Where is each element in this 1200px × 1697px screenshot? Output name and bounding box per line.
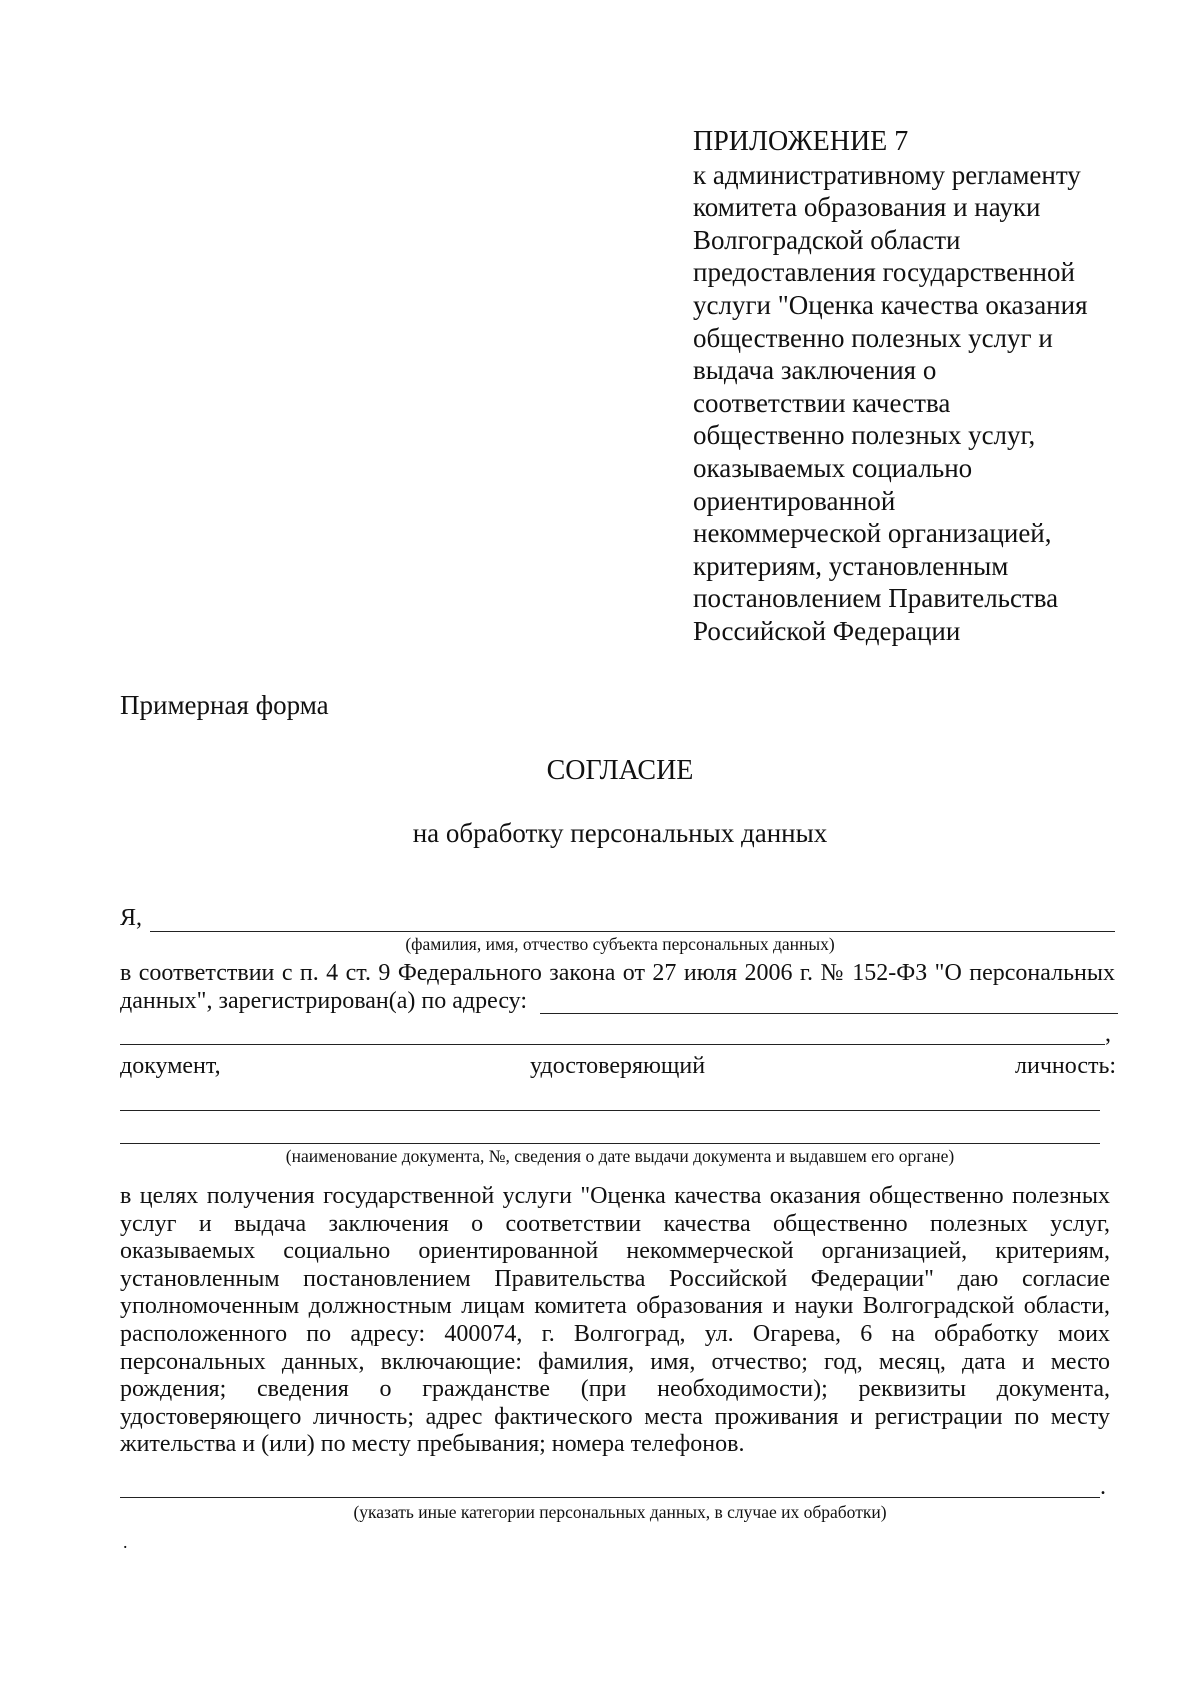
i-label: Я, (120, 905, 143, 931)
consent-line: услуг и выдача заключения о соответствии качества общественно полезных услуг, (120, 1210, 1110, 1237)
other-categories-field-line[interactable] (120, 1497, 1100, 1498)
appendix-line: критериям, установленным (693, 550, 1009, 581)
appendix-line: общественно полезных услуг, (693, 420, 1036, 451)
law-line-2: данных", зарегистрирован(а) по адресу: (120, 988, 528, 1014)
consent-line: жительства и (или) по месту пребывания; номера телефонов. (120, 1431, 745, 1458)
appendix-line: комитета образования и науки (693, 192, 1041, 223)
document-subtitle: на обработку персональных данных (412, 818, 828, 848)
consent-line: персональных данных, включающие: фамилия, имя, отчество; год, месяц, дата и место (120, 1348, 1110, 1375)
consent-paragraph (120, 1183, 1110, 1459)
name-field-line[interactable] (150, 931, 1115, 932)
appendix-line: предоставления государственной (693, 257, 1075, 288)
appendix-line: ориентированной (693, 485, 896, 516)
law-line-1: в соответствии с п. 4 ст. 9 Федерального закона от 27 июля 2006 г. № 152-ФЗ "О персональных (120, 960, 1115, 986)
appendix-line: к административному регламенту (693, 159, 1081, 190)
name-caption: (фамилия, имя, отчество субъекта персональных данных) (405, 934, 835, 954)
appendix-line: некоммерческой организацией, (693, 518, 1052, 549)
appendix-line: общественно полезных услуг и (693, 322, 1053, 353)
appendix-line: Российской Федерации (693, 615, 961, 646)
doc-caption: (наименование документа, №, сведения о дате выдачи документа и выдавшем его органе) (285, 1146, 955, 1166)
consent-line: уполномоченным должностным лицам комитета образования и науки Волгоградской области, (120, 1293, 1110, 1320)
appendix-line: Волгоградской области (693, 224, 961, 255)
address-field-line-2[interactable] (120, 1044, 1105, 1045)
doc-word-identity: личность: (1015, 1053, 1117, 1079)
appendix-line: соответствии качества (693, 387, 951, 418)
appendix-line: выдача заключения о (693, 355, 937, 386)
other-period: . (1100, 1474, 1106, 1500)
doc-field-line-2[interactable] (120, 1143, 1100, 1144)
consent-line: рождения; сведения о гражданстве (при необходимости); реквизиты документа, (120, 1376, 1110, 1403)
appendix-line: услуги "Оценка качества оказания (693, 289, 1088, 320)
form-label: Примерная форма (120, 690, 329, 720)
appendix-title: ПРИЛОЖЕНИЕ 7 (693, 126, 909, 157)
address-field-line[interactable] (540, 1013, 1118, 1014)
other-caption: (указать иные категории персональных данных, в случае их обработки) (353, 1502, 887, 1522)
doc-word-certifying: удостоверяющий (530, 1053, 706, 1079)
doc-word-document: документ, (120, 1053, 221, 1079)
doc-field-line-1[interactable] (120, 1110, 1100, 1111)
appendix-line: постановлением Правительства (693, 583, 1059, 614)
consent-line: оказываемых социально ориентированной некоммерческой организацией, критериям, (120, 1238, 1110, 1265)
document-title: СОГЛАСИЕ (546, 755, 694, 786)
consent-line: установленным постановлением Правительства Российской Федерации" даю согласие (120, 1265, 1110, 1292)
appendix-line: оказываемых социально (693, 452, 973, 483)
appendix-block (693, 126, 1153, 648)
consent-line: в целях получения государственной услуги "Оценка качества оказания общественно полезных (120, 1183, 1110, 1209)
consent-line: удостоверяющего личность; адрес фактического места проживания и регистрации по месту (120, 1403, 1110, 1430)
trailing-mark: . (123, 1532, 128, 1552)
address-comma: , (1105, 1021, 1111, 1047)
consent-line: расположенного по адресу: 400074, г. Волгоград, ул. Огарева, 6 на обработку моих (120, 1320, 1110, 1347)
